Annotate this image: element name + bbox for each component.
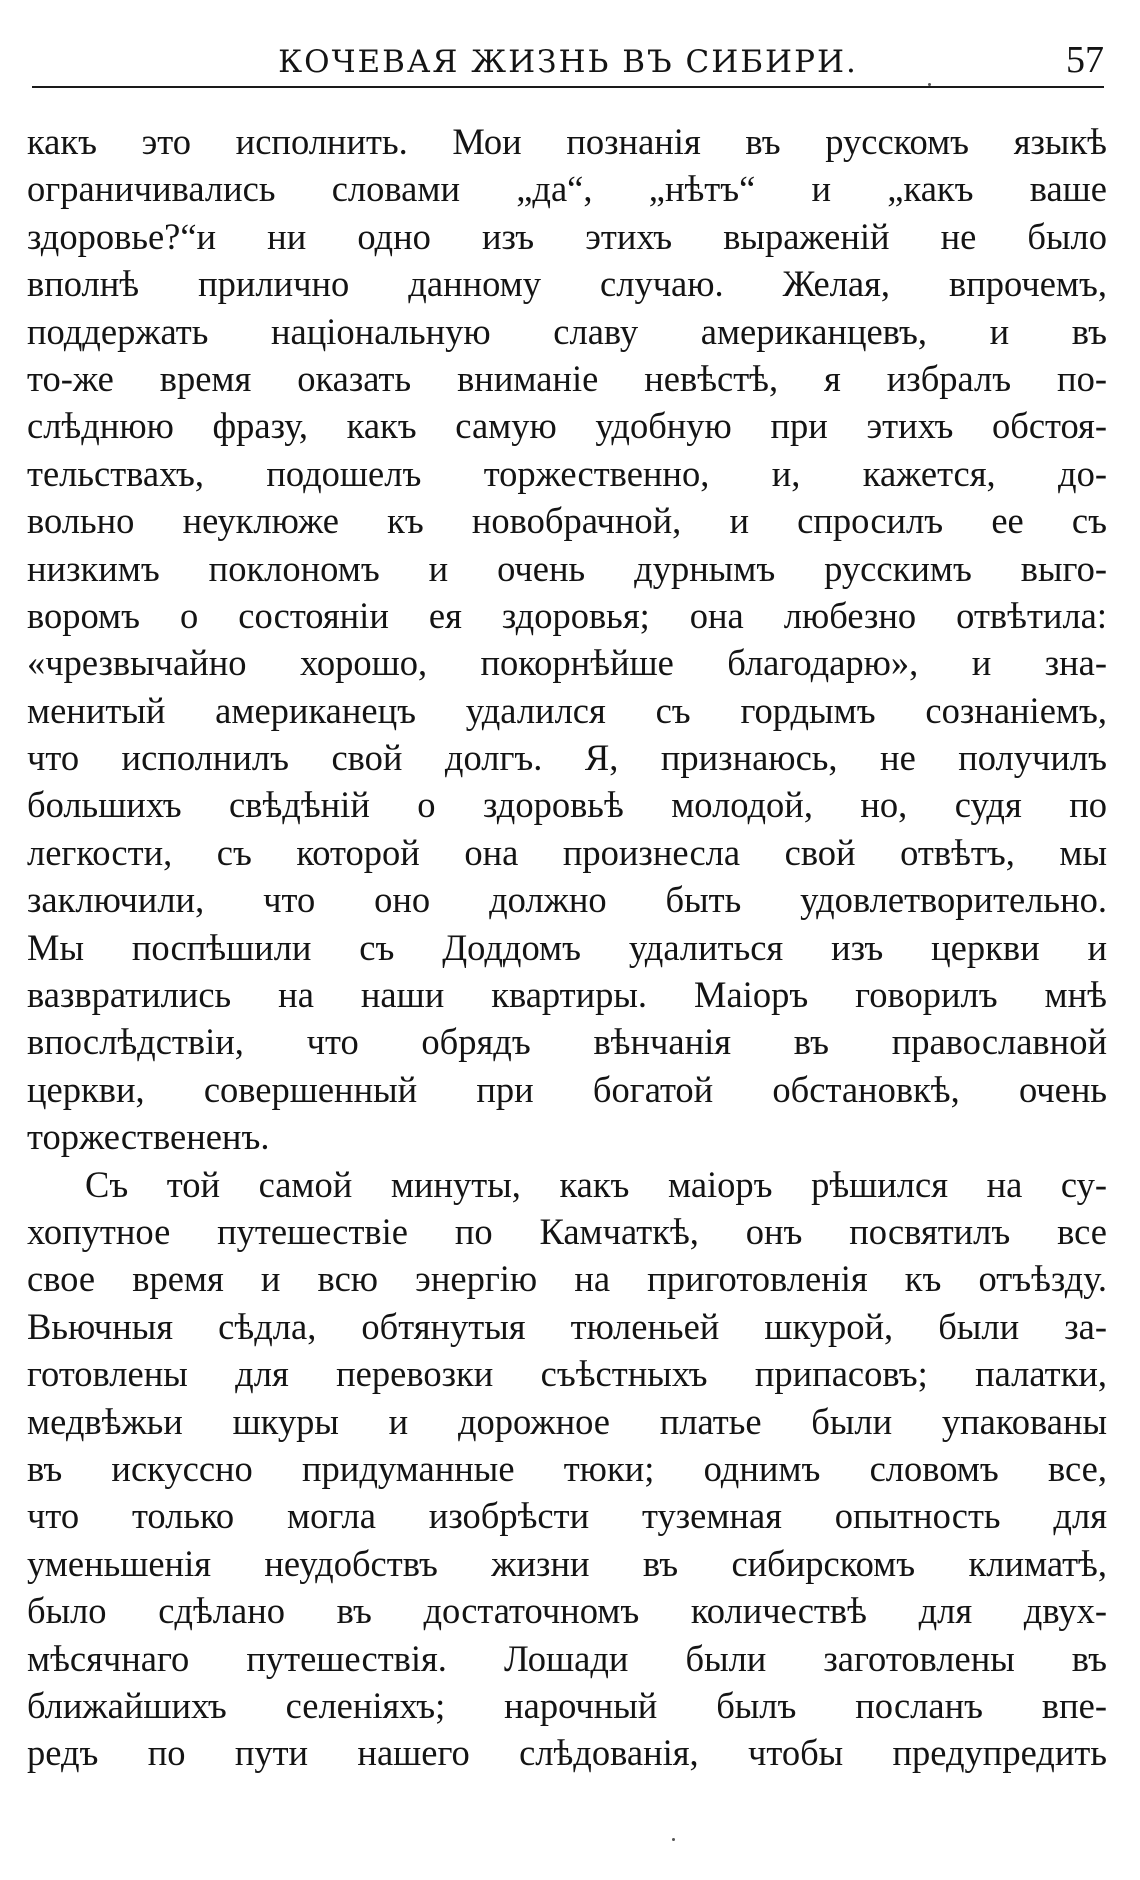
text-line: здоровье?“и ни одно изъ этихъ выраженій не было (27, 215, 1107, 257)
text-line: свое время и всю энергію на приготовленія къ отъѣзду. (27, 1258, 1107, 1300)
text-line: редъ по пути нашего слѣдованія, чтобы предупредить (27, 1732, 1107, 1774)
text-line: ближайшихъ селеніяхъ; нарочный былъ посланъ впе- (27, 1684, 1107, 1726)
text-line: мѣсячнаго путешествія. Лошади были заготовлены въ (27, 1637, 1107, 1679)
text-line: Съ той самой минуты, какъ маіоръ рѣшился на су- (85, 1163, 1107, 1205)
text-line: торжествененъ. (27, 1116, 270, 1158)
text-line: вазвратились на наши квартиры. Маіоръ говорилъ мнѣ (27, 974, 1107, 1016)
text-line: какъ это исполнить. Мои познанія въ русскомъ языкѣ (27, 121, 1107, 162)
paragraph (27, 1161, 1107, 1777)
text-line: ограничивались словами „да“, „нѣтъ“ и „какъ ваше (27, 168, 1107, 210)
text-line: что исполнилъ свой долгъ. Я, признаюсь, не получилъ (27, 737, 1107, 779)
text-line: церкви, совершенный при богатой обстановкѣ, очень (27, 1068, 1107, 1110)
text-line: впослѣдствіи, что обрядъ вѣнчанія въ православной (27, 1021, 1107, 1063)
text-line: Мы поспѣшили съ Доддомъ удалиться изъ церкви и (27, 926, 1107, 968)
text-line: вполнѣ прилично данному случаю. Желая, впрочемъ, (27, 263, 1107, 305)
body-text (27, 118, 1107, 1777)
print-speck (928, 83, 931, 86)
text-line: низкимъ поклономъ и очень дурнымъ русскимъ выго- (27, 547, 1107, 589)
text-line: большихъ свѣдѣній о здоровьѣ молодой, но, судя по (27, 784, 1107, 826)
text-line: въ искусcно придуманные тюки; однимъ словомъ все, (27, 1447, 1107, 1489)
text-line: легкости, съ которой она произнесла свой отвѣтъ, мы (27, 831, 1107, 873)
text-line: слѣднюю фразу, какъ самую удобную при этихъ обстоя- (27, 405, 1107, 447)
text-line: то-же время оказать вниманіе невѣстѣ, я избралъ по- (27, 357, 1107, 399)
text-line: готовлены для перевозки съѣстныхъ припасовъ; палатки, (27, 1353, 1107, 1395)
text-line: Вьючныя сѣдла, обтянутыя тюленьей шкурой, были за- (27, 1305, 1107, 1347)
text-line: заключили, что оно должно быть удовлетворительно. (27, 879, 1107, 921)
text-line: хопутное путешествіе по Камчаткѣ, онъ посвятилъ все (27, 1210, 1107, 1252)
text-line: «чрезвычайно хорошо, покорнѣйше благодарю», и зна- (27, 642, 1107, 684)
text-line: было сдѣлано въ достаточномъ количествѣ для двух- (27, 1590, 1107, 1632)
print-speck (672, 1838, 675, 1841)
text-line: воромъ о состояніи ея здоровья; она любезно отвѣтила: (27, 594, 1107, 636)
text-line: тельствахъ, подошелъ торжественно, и, кажется, до- (27, 452, 1107, 494)
page-header (32, 38, 1104, 88)
text-line: уменьшенія неудобствъ жизни въ сибирскомъ климатѣ, (27, 1542, 1107, 1584)
paragraph (27, 118, 1107, 1161)
running-title: КОЧЕВАЯ ЖИЗНЬ ВЪ СИБИРИ. (278, 44, 858, 80)
text-line: менитый американецъ удалился съ гордымъ сознаніемъ, (27, 689, 1107, 731)
header-rule (32, 86, 1104, 88)
text-line: что только могла изобрѣсти туземная опытность для (27, 1495, 1107, 1537)
text-line: медвѣжьи шкуры и дорожное платье были упакованы (27, 1400, 1107, 1442)
text-line: вольно неуклюже къ новобрачной, и спросилъ ее съ (27, 500, 1107, 542)
page-number: 57 (1066, 39, 1104, 81)
text-line: поддержать національную славу американцевъ, и въ (27, 310, 1107, 352)
